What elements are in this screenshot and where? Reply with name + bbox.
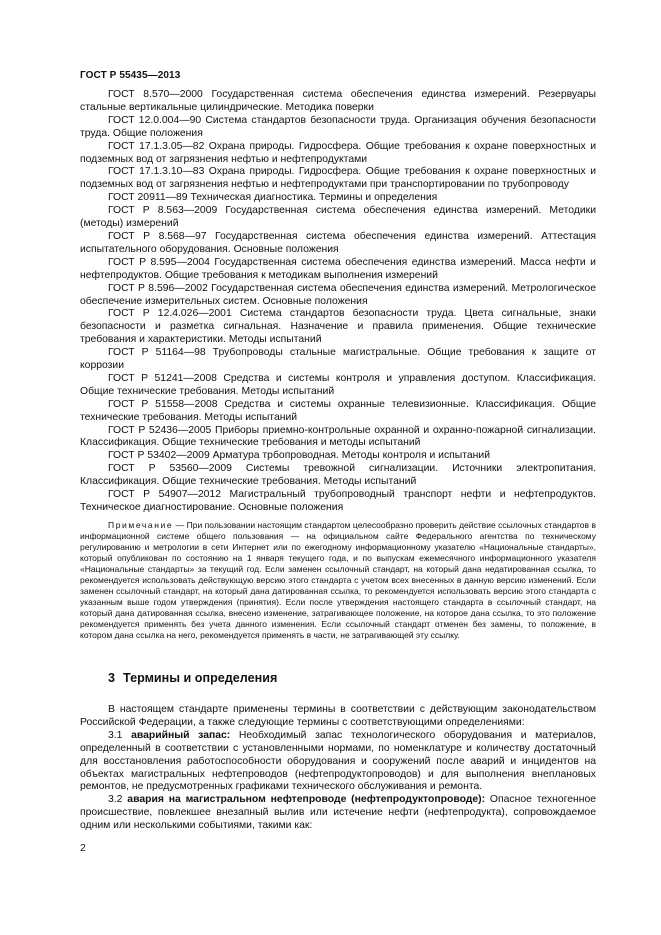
term-number: 3.1 (108, 729, 123, 741)
reference-item: ГОСТ Р 53560—2009 Системы тревожной сигнализации. Источники электропитания. Классификация. Общие технические требования. Методы испытаний (80, 463, 596, 488)
reference-item: ГОСТ Р 8.563—2009 Государственная система обеспечения единства измерений. Методики (методы) измерений (80, 205, 596, 230)
reference-item: ГОСТ 17.1.3.05—82 Охрана природы. Гидросфера. Общие требования к охране поверхностных и подземных вод от загрязнения нефтью и нефтепродуктами (80, 140, 596, 165)
section-number: 3 (108, 671, 116, 685)
reference-item: ГОСТ 17.1.3.10—83 Охрана природы. Гидросфера. Общие требования к охране поверхностных и подземных вод от загрязнения нефтью и нефтепродуктами при транспортировании по трубопроводу (80, 166, 596, 191)
term-name: авария на магистральном нефтепроводе (нефтепродуктопроводе): (127, 794, 486, 806)
reference-item: ГОСТ 20911—89 Техническая диагностика. Термины и определения (108, 192, 438, 204)
section-heading (108, 671, 277, 685)
section-intro: В настоящем стандарте применены термины в соответствии с действующим законодательством Российской Федерации, а также следующие термины с соответствующими определениями: (80, 704, 596, 728)
reference-item: ГОСТ Р 51164—98 Трубопроводы стальные магистральные. Общие требования к защите от коррозии (80, 347, 596, 372)
reference-item: ГОСТ Р 12.4.026—2001 Система стандартов безопасности труда. Цвета сигнальные, знаки безопасности и разметка сигнальная. Назначение и правила применения. Общие технические требования и характеристики. Методы испытаний (80, 308, 596, 346)
term-name: аварийный запас: (131, 729, 231, 741)
reference-item: ГОСТ 12.0.004—90 Система стандартов безопасности труда. Организация обучения безопасности труда. Общие положения (80, 114, 596, 139)
term-text: Опасное техногенное происшествие, повлекшее внезапный вылив или истечение нефти (нефтепродукта), сопровождаемое одним или несколькими событиями, такими как: (80, 794, 597, 832)
note-block (80, 520, 596, 641)
reference-item: ГОСТ Р 54907—2012 Магистральный трубопроводный транспорт нефти и нефтепродуктов. Техническое диагностирование. Основные положения (80, 489, 596, 513)
note-text: — При пользовании настоящим стандартом целесообразно проверить действие ссылочных стандартов в информационной системе общего пользования — на официальном сайте Федерального агентства по техническому регулированию и метрологии в сети Интернет или по ежегодному информационному указателю «Национальные стандарты», который опубликован по состоянию на 1 января текущего года, и по выпускам ежемесячного информационного указателя «Национальные стандарты» за текущий год. Если заменен ссылочный стандарт, на который дана недатированная ссылка, то рекомендуется использовать действующую версию этого стандарта с учетом всех внесенных в данную версию изменений. Если заменен ссылочный стандарт, на который дана датированная ссылка, то рекомендуется использовать версию этого стандарта с указанным выше годом утверждения (принятия). Если после утверждения настоящего стандарта в ссылочный стандарт, на который дана датированная ссылка, внесено изменение, затрагивающее положение, на которое дана ссылка, то это положение рекомендуется применять без учета данного изменения. Если ссылочный стандарт отменен без замены, то положение, в котором дана ссылка на него, рекомендуется применять в части, не затрагивающей эту ссылку. (80, 520, 596, 640)
section-title: Термины и определения (123, 671, 278, 685)
normative-references-list (80, 89, 596, 515)
note-label: Примечание (108, 520, 174, 530)
reference-item: ГОСТ Р 8.596—2002 Государственная система обеспечения единства измерений. Метрологическое обеспечение измерительных систем. Основные положения (80, 282, 596, 307)
page-number: 2 (80, 843, 86, 854)
reference-item: ГОСТ Р 8.595—2004 Государственная система обеспечения единства измерений. Масса нефти и нефтепродуктов. Общие требования к методикам выполнения измерений (80, 256, 596, 281)
document-header: ГОСТ Р 55435—2013 (80, 70, 181, 81)
reference-item: ГОСТ Р 53402—2009 Арматура трбопроводная. Методы контроля и испытаний (108, 450, 491, 462)
reference-item: ГОСТ 8.570—2000 Государственная система обеспечения единства измерений. Резервуары стальные вертикальные цилиндрические. Методика поверки (80, 89, 596, 113)
term-definition-3-2 (80, 794, 596, 833)
section-body (80, 704, 596, 833)
reference-item: ГОСТ Р 51558—2008 Средства и системы охранные телевизионные. Классификация. Общие технические требования. Методы испытаний (80, 398, 596, 423)
reference-item: ГОСТ Р 52436—2005 Приборы приемно-контрольные охранной и охранно-пожарной сигнализации. Классификация. Общие технические требования и методы испытаний (80, 424, 596, 449)
term-number: 3.2 (108, 794, 123, 806)
note-paragraph (80, 520, 596, 641)
reference-item: ГОСТ Р 8.568—97 Государственная система обеспечения единства измерений. Аттестация испытательного оборудования. Основные положения (80, 230, 596, 255)
term-definition-3-1 (80, 730, 596, 795)
reference-item: ГОСТ Р 51241—2008 Средства и системы контроля и управления доступом. Классификация. Общие технические требования. Методы испытаний (80, 372, 596, 397)
term-text: Необходимый запас технологического оборудования и материалов, определенный в соответствии с установленными нормами, по номенклатуре и количеству достаточный для восстановления работоспособности оборудования и сооружений после аварий и инцидентов на объектах магистральных нефтепроводов (нефтепродуктопроводов) и для выполнения внеплановых ремонтов, не предусмотренных графиками технического обслуживания и ремонта. (80, 729, 596, 793)
